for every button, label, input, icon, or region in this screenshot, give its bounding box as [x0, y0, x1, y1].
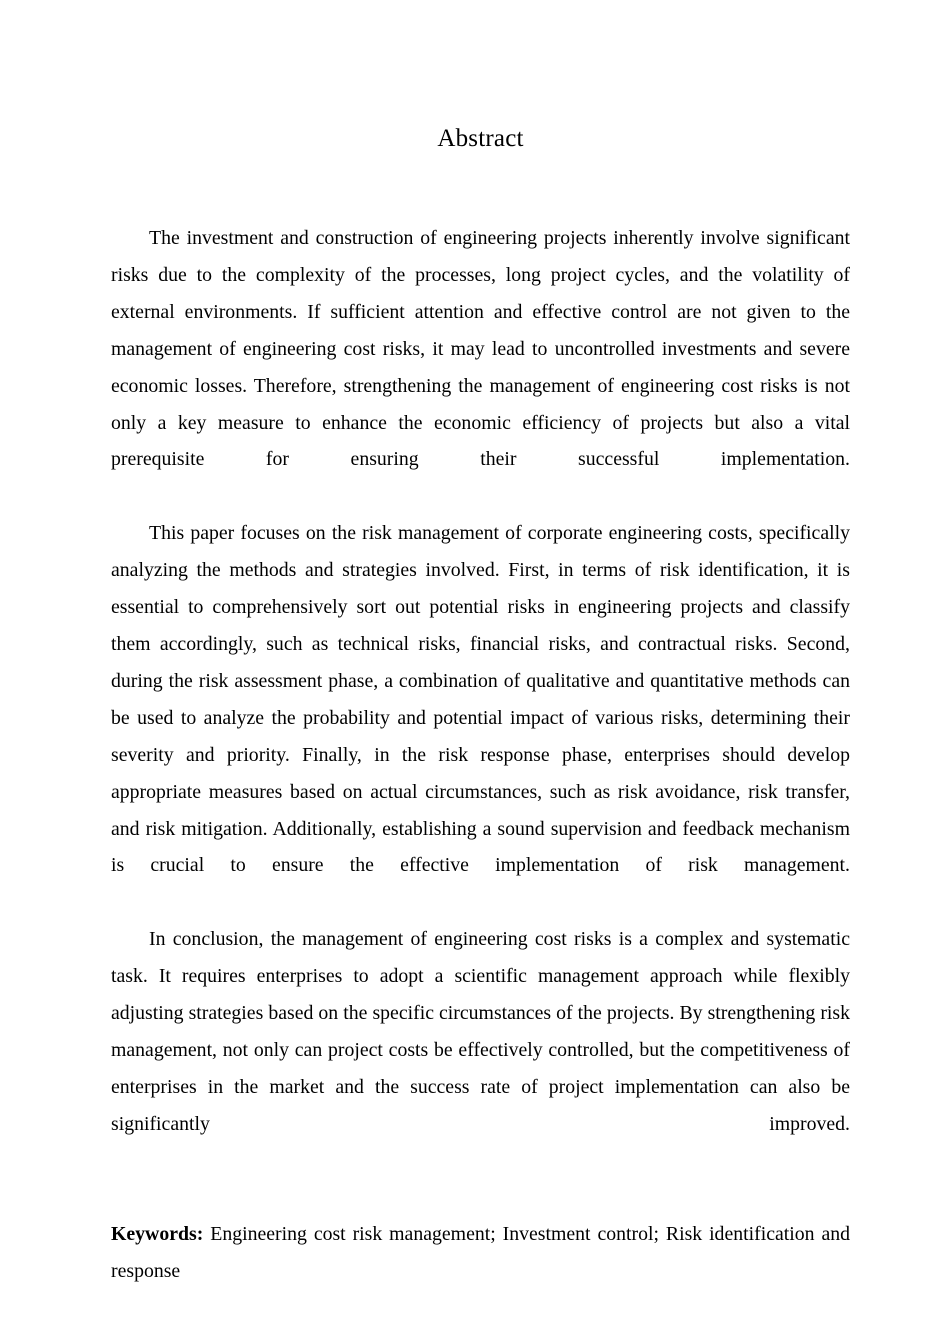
abstract-paragraph-2: This paper focuses on the risk management of corporate engineering costs, specifically analyzing the methods and strategies involved. First, in terms of risk identification, it is essential to comprehensively sort out potential risks in engineering projects and classify them accordingly, such as technical risks, financial risks, and contractual risks. Second, during the risk assessment phase, a combination of qualitative and quantitative methods can be used to analyze the probability and potential impact of various risks, determining their severity and priority. Finally, in the risk response phase, enterprises should develop appropriate measures based on actual circumstances, such as risk avoidance, risk transfer, and risk mitigation. Additionally, establishing a sound supervision and feedback mechanism is crucial to ensure the effective implementation of risk management.	[111, 522, 850, 877]
abstract-paragraph-1: The investment and construction of engineering projects inherently involve significant risks due to the complexity of the processes, long project cycles, and the volatility of external environments. If sufficient attention and effective control are not given to the management of engineering cost risks, it may lead to uncontrolled investments and severe economic losses. Therefore, strengthening the management of engineering cost risks is not only a key measure to enhance the economic efficiency of projects but also a vital prerequisite for ensuring their successful implementation.	[111, 227, 850, 471]
keywords-value: Engineering cost risk management; Investment control; Risk identification and response	[111, 1223, 850, 1283]
abstract-body	[111, 220, 850, 1327]
keywords-line	[111, 1216, 850, 1327]
abstract-paragraph-3: In conclusion, the management of engineering cost risks is a complex and systematic task. It requires enterprises to adopt a scientific management approach while flexibly adjusting strategies based on the specific circumstances of the projects. By strengthening risk management, not only can project costs be effectively controlled, but the competitiveness of enterprises in the market and the success rate of project implementation can also be significantly improved.	[111, 928, 850, 1135]
keywords-label: Keywords:	[111, 1223, 204, 1246]
page-title: Abstract	[437, 125, 524, 152]
